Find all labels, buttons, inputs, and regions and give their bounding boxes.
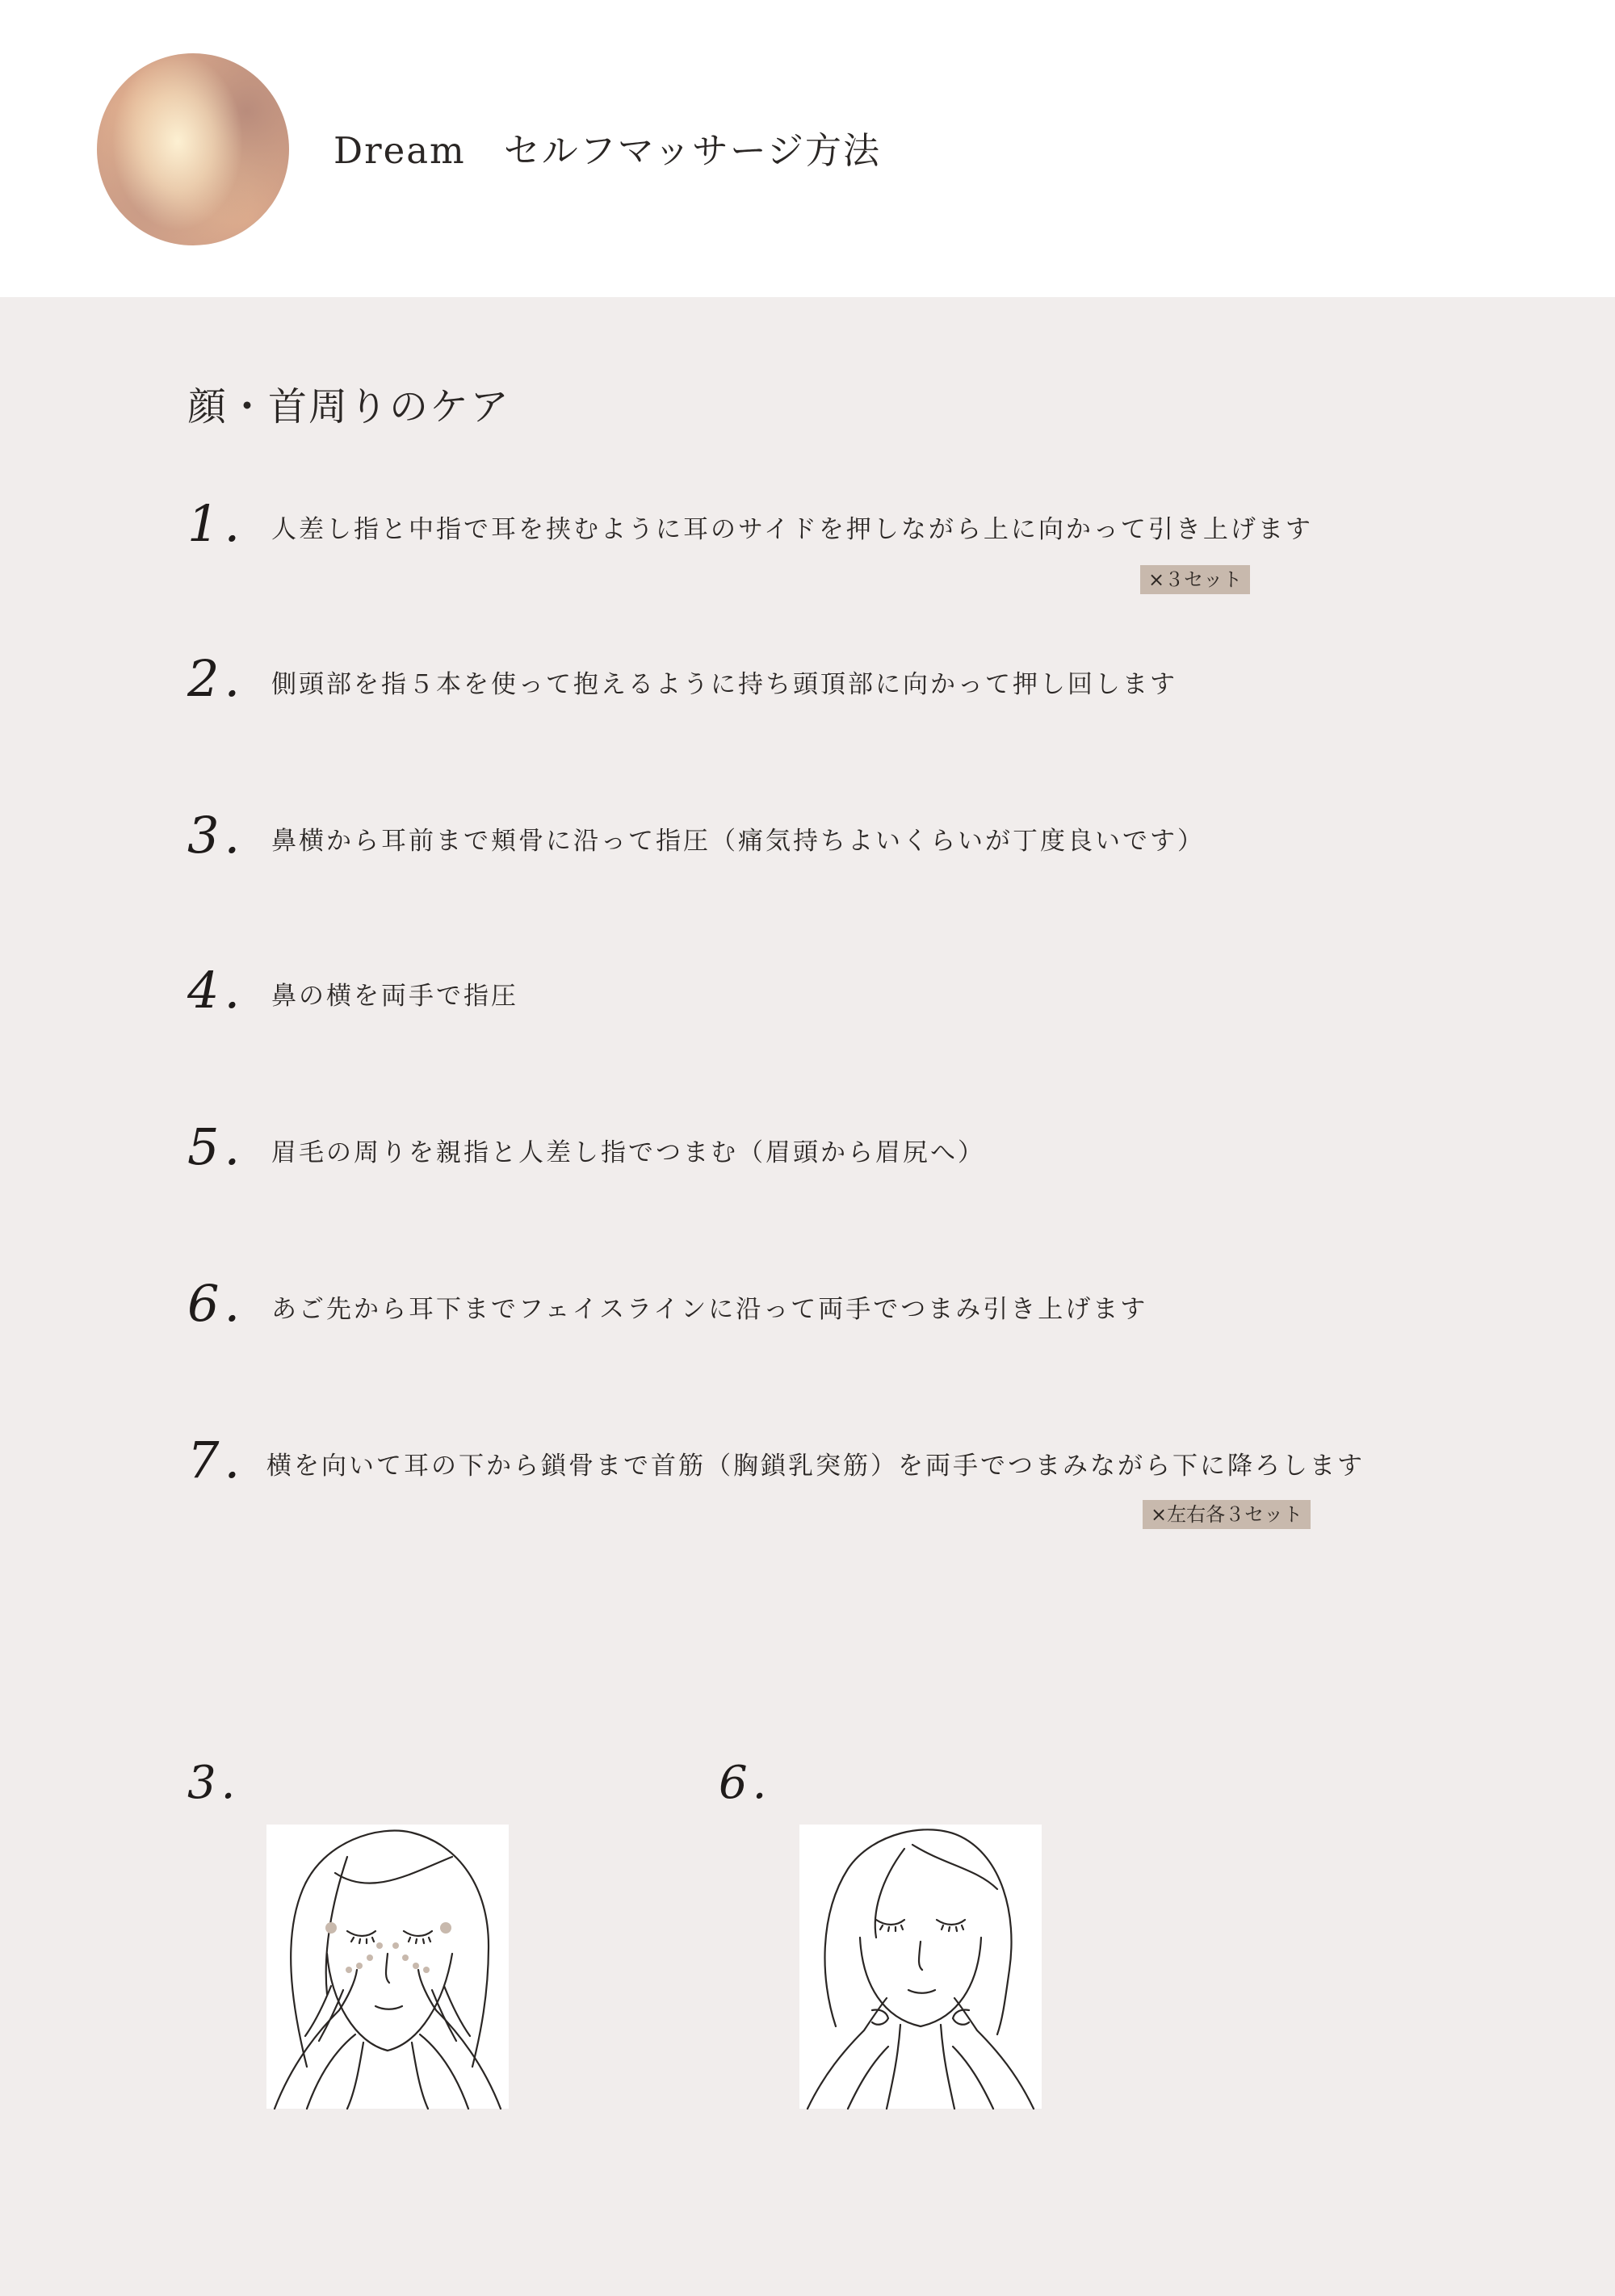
step-number: 2.	[187, 649, 245, 708]
repeat-tag: ×３セット	[1140, 565, 1250, 594]
step-text: 側頭部を指５本を使って抱えるように持ち頭頂部に向かって押し回します	[271, 670, 1177, 699]
step-1	[187, 494, 1399, 573]
step-text: 鼻の横を両手で指圧	[271, 982, 518, 1011]
step-number: 4.	[187, 961, 245, 1020]
header	[0, 0, 1615, 297]
step-number: 1.	[187, 494, 245, 553]
step-number: 3.	[187, 806, 245, 865]
step-2	[187, 649, 1399, 728]
step-3	[187, 806, 1399, 885]
step-number: 6.	[187, 1274, 245, 1333]
step-number: 7.	[187, 1431, 245, 1489]
step-text: 鼻横から耳前まで頬骨に沿って指圧（痛気持ちよいくらいが丁度良いです）	[271, 827, 1205, 856]
step-4	[187, 961, 1399, 1040]
step-text: あご先から耳下までフェイスラインに沿って両手でつまみ引き上げます	[271, 1295, 1148, 1324]
watercolor-circle-logo	[97, 53, 289, 245]
illustration-number: 6.	[719, 1757, 772, 1809]
face-massage-jawline-illustration	[791, 1825, 1050, 2115]
step-number: 5.	[187, 1117, 245, 1176]
step-text: 横を向いて耳の下から鎖骨まで首筋（胸鎖乳突筋）を両手でつまみながら下に降ろします	[266, 1452, 1365, 1481]
repeat-tag: ×左右各３セット	[1143, 1500, 1311, 1529]
illustration-number: 3.	[187, 1757, 241, 1809]
step-text: 眉毛の周りを親指と人差し指でつまむ（眉頭から眉尻へ）	[271, 1138, 985, 1167]
page-title: Dream セルフマッサージ方法	[333, 129, 882, 172]
step-6	[187, 1274, 1399, 1353]
step-text: 人差し指と中指で耳を挟むように耳のサイドを押しながら上に向かって引き上げます	[271, 515, 1313, 544]
face-massage-cheekbone-illustration	[258, 1825, 517, 2115]
step-5	[187, 1117, 1399, 1196]
section-title: 顔・首周りのケア	[187, 384, 511, 429]
